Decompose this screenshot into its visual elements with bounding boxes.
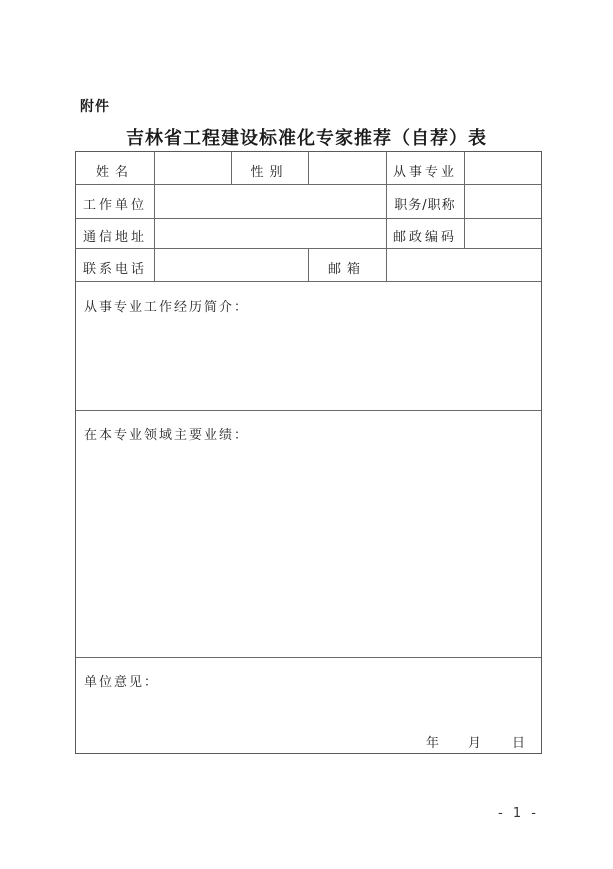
column-divider bbox=[308, 152, 309, 184]
attachment-label: 附件 bbox=[80, 99, 110, 115]
position-label: 职务/职称 bbox=[394, 198, 456, 213]
row-divider bbox=[76, 281, 541, 282]
specialty-label: 从事专业 bbox=[392, 165, 457, 180]
experience-label: 从事专业工作经历简介： bbox=[84, 300, 250, 315]
name-label: 姓名 bbox=[95, 165, 134, 180]
postcode-label: 邮政编码 bbox=[392, 230, 457, 245]
achievements-label: 在本专业领域主要业绩： bbox=[84, 428, 250, 443]
email-label: 邮箱 bbox=[327, 262, 366, 277]
page-number: - 1 - bbox=[498, 806, 539, 821]
row-divider bbox=[76, 218, 541, 219]
date-year: 年 bbox=[426, 736, 440, 751]
gender-label: 性别 bbox=[250, 165, 289, 180]
column-divider bbox=[386, 248, 387, 281]
address-label: 通信地址 bbox=[82, 230, 147, 245]
section-divider bbox=[76, 410, 541, 411]
date-month: 月 bbox=[468, 736, 482, 751]
column-divider bbox=[464, 152, 465, 248]
date-day: 日 bbox=[512, 736, 526, 751]
row-divider bbox=[76, 184, 541, 185]
opinion-label: 单位意见： bbox=[84, 675, 160, 690]
form-title: 吉林省工程建设标准化专家推荐（自荐）表 bbox=[126, 128, 487, 149]
phone-label: 联系电话 bbox=[82, 262, 147, 277]
section-divider bbox=[76, 657, 541, 658]
column-divider bbox=[154, 152, 155, 281]
employer-label: 工作单位 bbox=[82, 198, 147, 213]
recommendation-form bbox=[75, 151, 542, 754]
